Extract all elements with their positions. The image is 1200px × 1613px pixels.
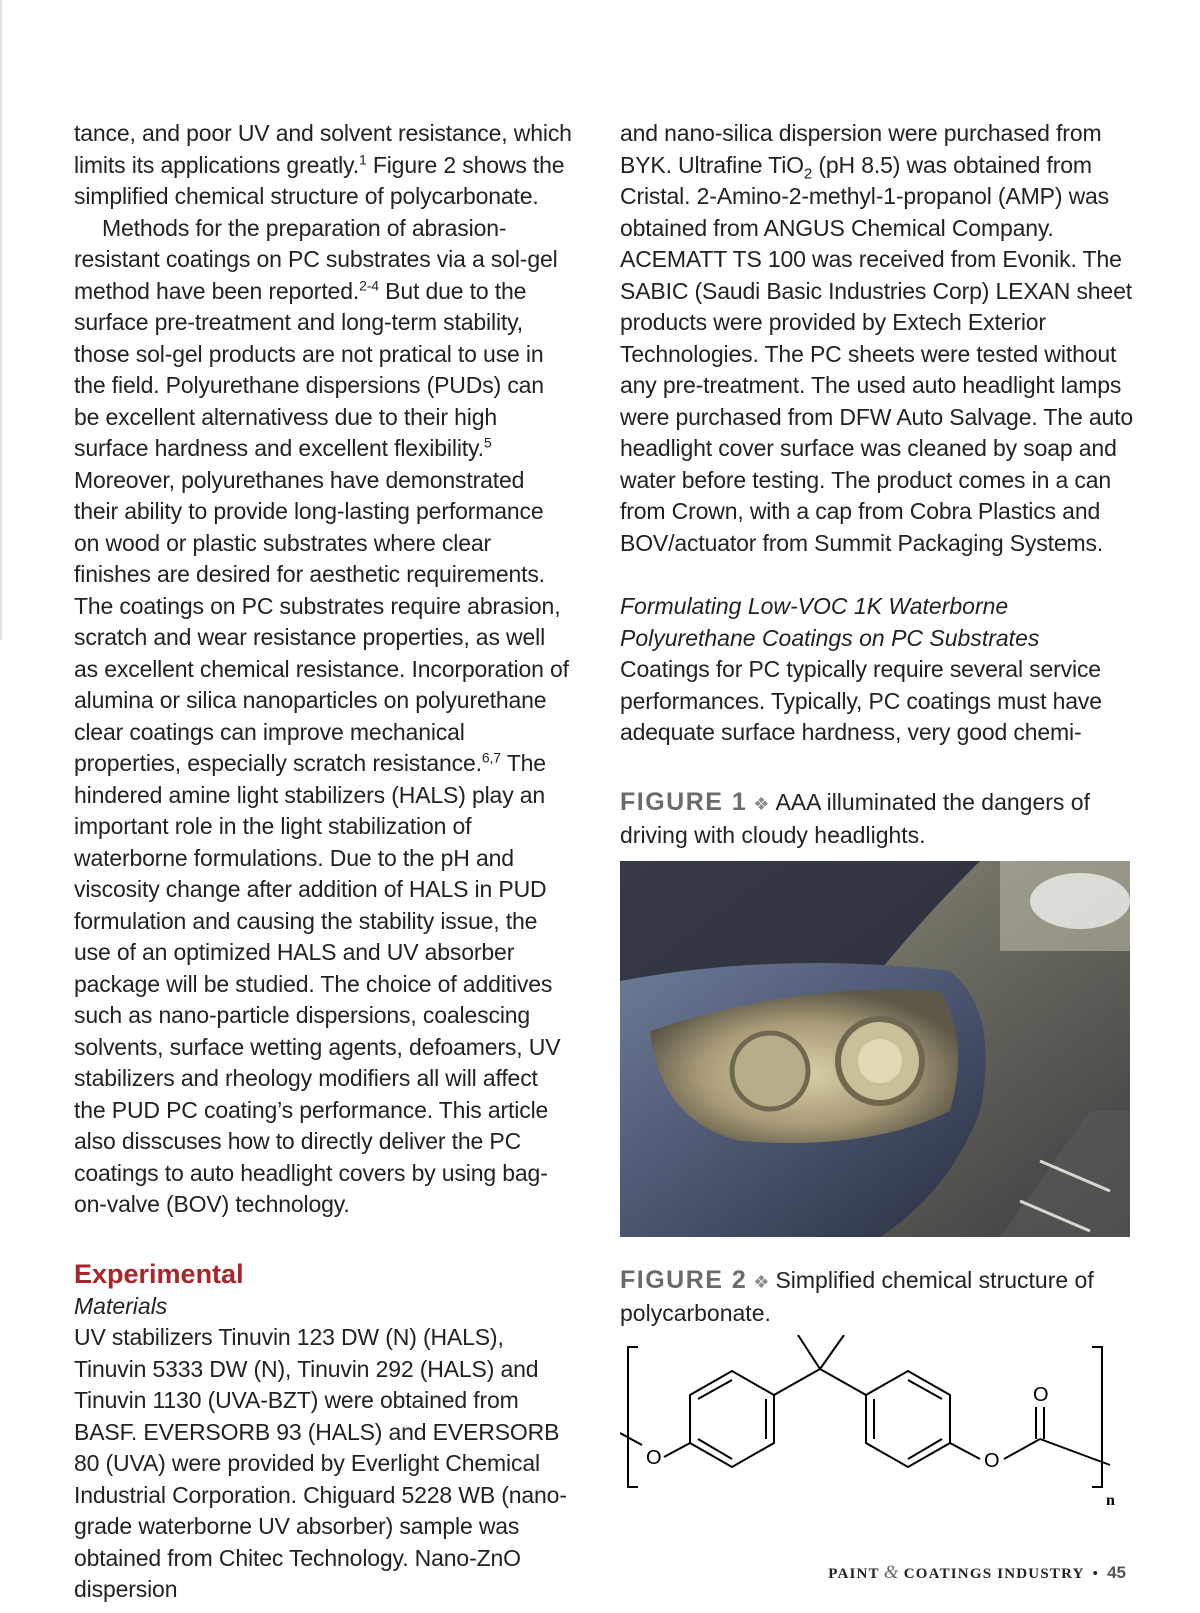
methyl-bond xyxy=(820,1335,844,1369)
figure2-caption-text: Simplified chemical structure of polycarbonate. xyxy=(620,1266,1094,1326)
left-column xyxy=(74,118,574,1606)
figure1-caption-text: AAA illuminated the dangers of driving with cloudy headlights. xyxy=(620,788,1090,848)
page-number: 45 xyxy=(1107,1563,1126,1582)
text-run: The hindered amine light stabilizers (HALS) play an important role in the light stabilization of waterborne formulations. Due to the pH and viscosity change after addition of HALS in PUD formulation and causing the stability issue, the use of an optimized HALS and UV absorber package will be studied. The choice of additives such as nano-particle dispersions, coalescing solvents, surface wetting agents, defoamers, UV stabilizers and rheology modifiers all will affect the PUD PC coating’s performance. This article also disscuses how to directly deliver the PC coatings to auto headlight covers by using bag-on-valve (BOV) technology. xyxy=(74,750,561,1217)
diamond-icon: ❖ xyxy=(753,1271,770,1292)
bond xyxy=(620,1433,642,1445)
bond xyxy=(908,1439,942,1459)
footer-bullet: • xyxy=(1092,1566,1100,1582)
paragraph-materials: UV stabilizers Tinuvin 123 DW (N) (HALS), Tinuvin 5333 DW (N), Tinuvin 292 (HALS) and Tinuvin 1130 (UVA-BZT) were obtained from BASF. EVERSORB 93 (HALS) and EVERSORB 80 (UVA) were provided by Everlight Chemical Industrial Corporation. Chiguard 5228 WB (nano-grade waterborne UV absorber) sample was obtained from Chitec Technology. Nano-ZnO dispersion xyxy=(74,1324,567,1602)
oxygen-label: O xyxy=(1033,1383,1049,1406)
text-run: tance, and poor UV and solvent resistance, which limits its applications greatly. xyxy=(74,120,572,178)
text-run: (pH 8.5) was obtained from Cristal. 2-Amino-2-methyl-1-propanol (AMP) was obtained from ANGUS Chemical Company. ACEMATT TS 100 was received from Evonik. The SABIC (Saudi Basic Industries Corp) LEXAN sheet products were provided by Extech Exterior Technologies. The PC sheets were tested without any pre-treatment. The used auto headlight lamps were purchased from DFW Auto Salvage. The auto headlight cover surface was cleaned by soap and water before testing. The product comes in a can from Crown, with a cap from Cobra Plastics and BOV/actuator from Summit Packaging Systems. xyxy=(620,151,1133,556)
figure2-caption xyxy=(620,1265,1136,1329)
headlight-photo-illustration xyxy=(620,861,1130,1237)
polycarbonate-structure-diagram xyxy=(620,1335,1120,1505)
page-footer xyxy=(828,1562,1126,1584)
benzene-ring-left xyxy=(690,1371,774,1467)
figure1-headlight-photo xyxy=(620,861,1130,1237)
text-run: Moreover, polyurethanes have demonstrated their ability to provide long-lasting performance on wood or plastic substrates where clear finishes are desired for aesthetic requirements. The coatings on PC substrates require abrasion, scratch and wear resistance properties, as well as excellent chemical resistance. Incorporation of alumina or silica nanoparticles on polyurethane clear coatings can improve mechanical properties, especially scratch resistance. xyxy=(74,466,569,776)
page-edge xyxy=(0,0,2,640)
repeat-unit-n: n xyxy=(1106,1491,1115,1505)
diamond-icon: ❖ xyxy=(753,793,770,814)
paragraph-formulating: Coatings for PC typically require several service performances. Typically, PC coatings must have adequate surface hardness, very good chemi- xyxy=(620,656,1102,745)
figure2-label: FIGURE 2 xyxy=(620,1265,748,1294)
bond xyxy=(664,1443,690,1457)
methyl-bond xyxy=(798,1335,820,1369)
subheading-materials: Materials xyxy=(74,1292,168,1319)
figure1-label: FIGURE 1 xyxy=(620,787,748,816)
citation-superscript: 1 xyxy=(358,150,367,167)
journal-name-part1: PAINT xyxy=(828,1566,880,1582)
bond xyxy=(1040,1439,1110,1465)
bond xyxy=(820,1369,866,1395)
paragraph-intro-end xyxy=(74,118,574,213)
citation-superscript: 5 xyxy=(483,434,492,451)
right-bracket xyxy=(1092,1347,1102,1487)
citation-superscript: 6,7 xyxy=(481,749,501,766)
paragraph-methods xyxy=(74,213,574,1221)
figure1-caption xyxy=(620,787,1136,851)
journal-ampersand: & xyxy=(883,1562,900,1583)
right-column xyxy=(620,118,1136,1505)
text-run: But due to the surface pre-treatment and long-term stability, those sol-gel products are not pratical to use in the field. Polyurethane dispersions (PUDs) can be excellent alternativess due to their high surface hardness and excellent flexibility. xyxy=(74,277,544,461)
bond xyxy=(774,1369,820,1395)
oxygen-label: O xyxy=(984,1449,1000,1472)
benzene-ring-right xyxy=(866,1371,950,1467)
text-run: Figure 2 shows the simplified chemical structure of polycarbonate. xyxy=(74,151,565,209)
chemical-subscript: 2 xyxy=(803,165,813,183)
subheading-formulating: Formulating Low-VOC 1K Waterborne Polyurethane Coatings on PC Substrates xyxy=(620,593,1040,651)
bond xyxy=(908,1380,942,1399)
text-run: and nano-silica dispersion were purchased from BYK. Ultrafine TiO xyxy=(620,120,1102,178)
paragraph-materials-cont xyxy=(620,118,1136,559)
oxygen-label: O xyxy=(646,1446,662,1469)
section-heading-experimental: Experimental xyxy=(74,1258,244,1289)
citation-superscript: 2-4 xyxy=(359,276,379,293)
bond xyxy=(950,1443,980,1459)
text-run: Methods for the preparation of abrasion-resistant coatings on PC substrates via a sol-gel method have been reported. xyxy=(74,214,558,304)
journal-name-part2: COATINGS INDUSTRY xyxy=(903,1566,1085,1582)
bond xyxy=(698,1439,732,1459)
bond xyxy=(698,1380,732,1399)
left-bracket xyxy=(628,1347,638,1487)
bond xyxy=(1004,1439,1040,1459)
